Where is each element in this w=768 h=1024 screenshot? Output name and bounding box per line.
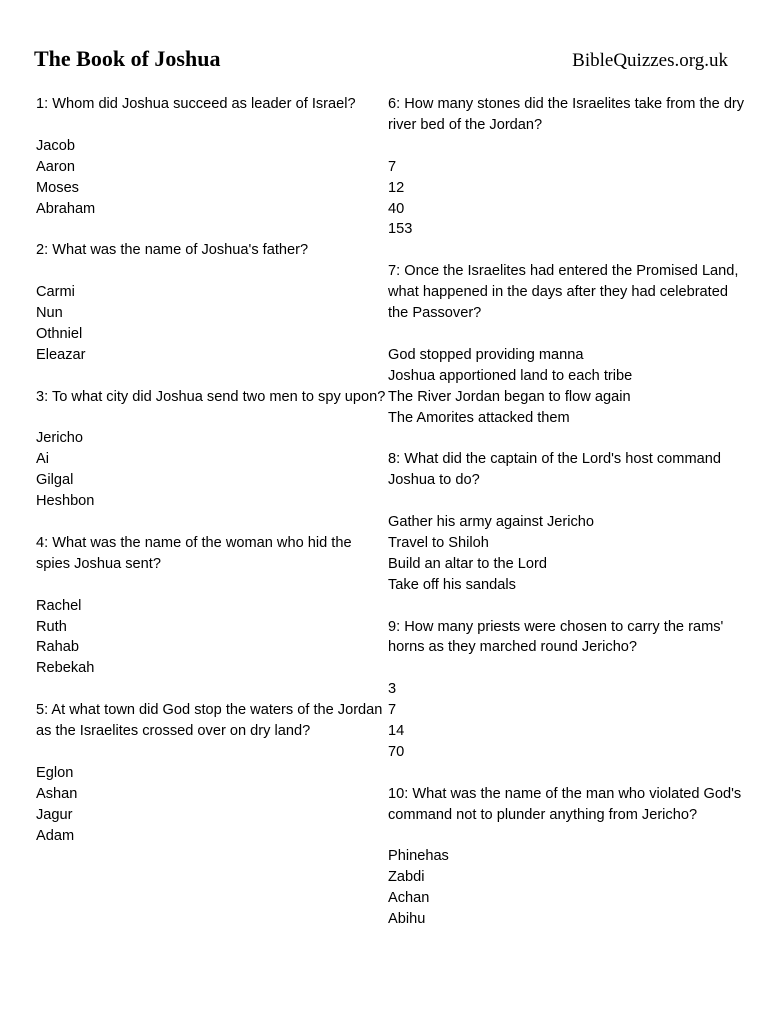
question-block xyxy=(388,94,746,240)
answer-option: The River Jordan began to flow again xyxy=(388,388,631,405)
answer-option: Gilgal xyxy=(36,472,74,489)
answer-option: Carmi xyxy=(36,284,75,301)
answer-option: Ruth xyxy=(36,618,67,635)
answer-option: 40 xyxy=(388,200,405,217)
question-text: 6: How many stones did the Israelites take from the dry river bed of the Jordan? xyxy=(388,96,745,133)
quiz-columns xyxy=(36,94,746,951)
question-block xyxy=(388,617,746,763)
answer-option: Take off his sandals xyxy=(388,576,516,593)
answer-option: 70 xyxy=(388,743,405,760)
question-text: 1: Whom did Joshua succeed as leader of Israel? xyxy=(36,96,356,112)
answer-option: Abraham xyxy=(36,200,96,217)
answer-option: Othniel xyxy=(36,325,83,342)
answer-options xyxy=(36,136,388,220)
answer-options xyxy=(36,763,388,847)
answer-option: Nun xyxy=(36,305,63,322)
question-block xyxy=(36,700,388,846)
answer-option: Moses xyxy=(36,179,79,196)
answer-option: Ashan xyxy=(36,785,78,802)
question-block xyxy=(388,449,746,595)
left-column xyxy=(36,94,388,951)
answer-options xyxy=(388,846,746,930)
answer-options xyxy=(388,512,746,596)
question-text: 9: How many priests were chosen to carry the rams' horns as they marched round Jericho? xyxy=(388,618,724,656)
answer-options xyxy=(388,345,746,429)
answer-option: Travel to Shiloh xyxy=(388,534,489,551)
question-block xyxy=(36,94,388,219)
answer-option: Abihu xyxy=(388,911,426,928)
answer-option: Rahab xyxy=(36,639,80,656)
answer-option: Ai xyxy=(36,451,49,468)
answer-options xyxy=(388,679,746,763)
answer-option: Adam xyxy=(36,827,75,844)
answer-option: 12 xyxy=(388,179,405,196)
question-block xyxy=(36,533,388,679)
page-header xyxy=(34,46,728,72)
answer-options xyxy=(36,596,388,680)
answer-options xyxy=(36,282,388,366)
answer-option: 14 xyxy=(388,723,405,740)
answer-option: 7 xyxy=(388,702,397,719)
answer-option: Heshbon xyxy=(36,493,95,510)
answer-options xyxy=(36,428,388,512)
question-text: 10: What was the name of the man who violated God's command not to plunder anything from Jericho? xyxy=(388,785,742,823)
answer-option: Rachel xyxy=(36,597,82,614)
answer-option: The Amorites attacked them xyxy=(388,409,570,426)
answer-options xyxy=(388,157,746,241)
answer-option: Eglon xyxy=(36,764,74,781)
answer-option: Aaron xyxy=(36,158,75,175)
question-text: 2: What was the name of Joshua's father? xyxy=(36,242,309,259)
question-text: 5: At what town did God stop the waters of the Jordan as the Israelites crossed over on dry land? xyxy=(36,702,383,740)
page-title: The Book of Joshua xyxy=(34,46,221,71)
answer-option: Build an altar to the Lord xyxy=(388,555,548,572)
question-block xyxy=(36,240,388,365)
question-block xyxy=(388,261,746,428)
answer-option: Jericho xyxy=(36,430,84,447)
answer-option: Zabdi xyxy=(388,869,425,886)
site-name: BibleQuizzes.org.uk xyxy=(572,50,728,71)
answer-option: Phinehas xyxy=(388,848,449,865)
right-column xyxy=(388,94,746,951)
answer-option: Achan xyxy=(388,890,430,907)
question-text: 8: What did the captain of the Lord's host command Joshua to do? xyxy=(388,451,721,489)
question-block xyxy=(36,387,388,512)
answer-option: Joshua apportioned land to each tribe xyxy=(388,367,633,384)
answer-option: Jacob xyxy=(36,137,75,154)
answer-option: 153 xyxy=(388,221,413,238)
answer-option: 3 xyxy=(388,681,397,698)
answer-option: Eleazar xyxy=(36,346,86,363)
answer-option: 7 xyxy=(388,158,397,175)
answer-option: Gather his army against Jericho xyxy=(388,514,595,531)
answer-option: God stopped providing manna xyxy=(388,346,584,363)
question-text: 7: Once the Israelites had entered the Promised Land, what happened in the days after they had celebrated the Passover? xyxy=(388,263,739,322)
answer-option: Rebekah xyxy=(36,660,95,677)
answer-option: Jagur xyxy=(36,806,73,823)
question-text: 3: To what city did Joshua send two men to spy upon? xyxy=(36,388,386,405)
question-block xyxy=(388,784,746,930)
question-text: 4: What was the name of the woman who hid the spies Joshua sent? xyxy=(36,534,352,572)
